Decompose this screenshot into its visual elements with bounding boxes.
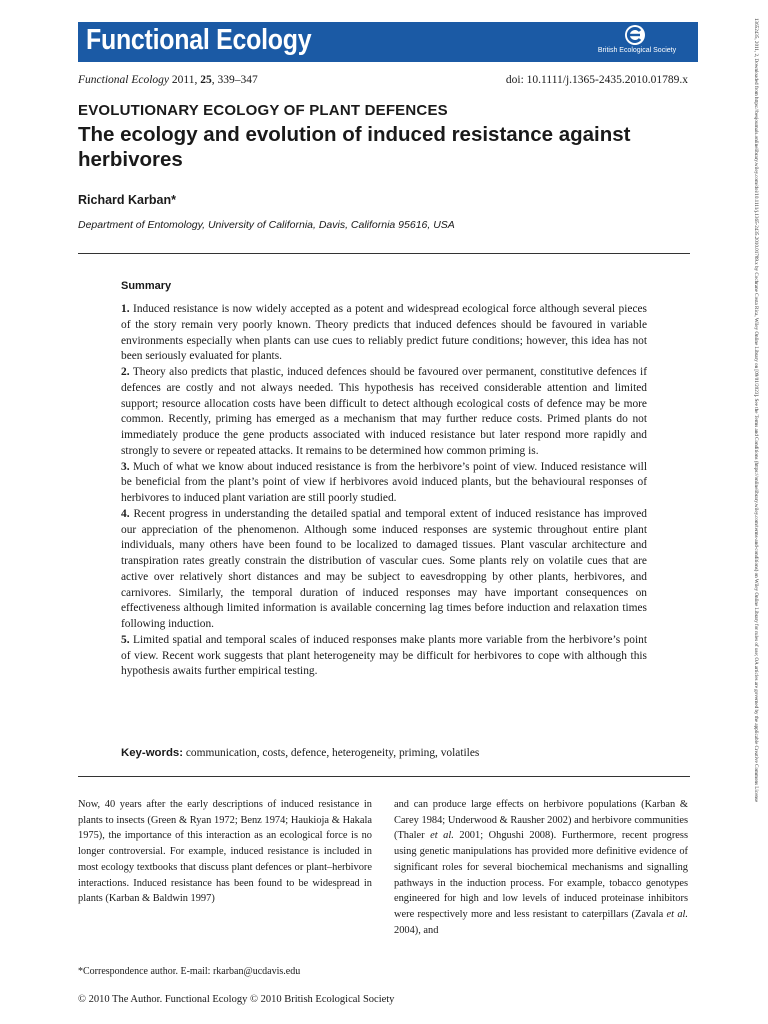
article-title: The ecology and evolution of induced resistance against herbivores <box>78 123 631 171</box>
summary-heading: Summary <box>121 280 172 292</box>
journal-title: Functional Ecology <box>86 24 312 56</box>
download-sidebar <box>747 18 759 1008</box>
keywords-label: Key-words: <box>121 747 184 759</box>
keywords-list: communication, costs, defence, heterogeneity, priming, volatiles <box>183 747 480 759</box>
summary-item: 4. Recent progress in understanding the detailed spatial and temporal extent of induced resistance has improved our appreciation of the phenomenon. Although some induced responses are systemic throughout entire plant individuals, many others have been found to be localized to damaged tissues. Plant vascular architecture and transpiration rates greatly constrain the distribution of vascular cues. Some plants rely on volatile cues that are active over relatively short distances and may be subject to eavesdropping by other plants, herbivores, and carnivores. Similarly, the temporal duration of induced responses may have important consequences on effectiveness although limited information is available concerning lag times before induction and relaxation times following induction. <box>121 507 647 630</box>
section-label: EVOLUTIONARY ECOLOGY OF PLANT DEFENCES <box>78 102 448 119</box>
copyright-line: © 2010 The Author. Functional Ecology © 2010 British Ecological Society <box>78 994 395 1005</box>
summary-body <box>121 302 647 680</box>
body-paragraph: Now, 40 years after the early descriptions of induced resistance in plants to insects (Green & Ryan 1972; Benz 1974; Haukioja & Hakala 1975), the importance of this interaction as an ecological force is no longer controversial. For example, induced resistance is included in most ecology textbooks that discuss plant defences or plant–herbivore interactions. Induced resistance has been found to be widespread in plants (Karban & Baldwin 1997) <box>78 799 372 905</box>
society-logo <box>582 24 692 60</box>
bes-logo-icon <box>620 24 650 46</box>
summary-item: 5. Limited spatial and temporal scales of induced responses make plants more variable from the herbivore’s point of view. Recent work suggests that plant heterogeneity may be difficult for herbivores to cope with although this hypothesis awaits further empirical testing. <box>121 633 647 678</box>
author-name: Richard Karban* <box>78 193 176 207</box>
body-paragraph: and can produce large effects on herbivore populations (Karban & Carey 1984; Underwood & Rausher 2002) and herbivore communities (Thaler et al. 2001; Ohgushi 2008). Furthermore, recent progress using genetic manipulations has provided more definitive evidence of significant roles for several biochemical mechanisms and signalling pathways in the induction process. For example, tobacco genotypes engineered for high and low levels of induced proteinase inhibitors were respectively more and less resistant to caterpillars (Zavala et al. 2004), and <box>394 799 688 936</box>
body-column-right <box>394 797 688 938</box>
correspondence-footnote: *Correspondence author. E-mail: rkarban@ucdavis.edu <box>78 966 301 977</box>
journal-banner <box>78 22 698 62</box>
summary-item: 2. Theory also predicts that plastic, induced defences should be favoured over permanent, constitutive defences if defences are costly and not always needed. This hypothesis has received considerable attention and limited support; resource allocation costs have been difficult to detect although ecological costs of defence may be more common. Recently, priming has emerged as a mechanism that may further reduce costs. Primed plants do not immediately produce the gene products associated with induced resistance but later respond more rapidly and strongly to severe or repeated attacks. It remains to be determined how common priming is. <box>121 366 647 457</box>
summary-item: 1. Induced resistance is now widely accepted as a potent and widespread ecological force although several pieces of the story remain very poorly known. Theory predicts that induced defences should be favoured in variable environments especially when plants can use cues to reliably predict future conditions; however, this idea has not been seriously evaluated for plants. <box>121 303 647 363</box>
citation: Functional Ecology 2011, 25, 339–347 <box>78 74 258 86</box>
society-name: British Ecological Society <box>597 47 677 54</box>
divider <box>78 776 690 777</box>
keywords <box>121 747 647 759</box>
divider <box>78 253 690 254</box>
download-notice: 13652435, 2011, 2, Downloaded from https://besjournals.onlinelibrary.wiley.com/doi/10.1111/j.1365-2435.2010.01789.x by Cochrane Costa Rica, Wiley Online Library on [09/01/2023]. See the Terms and Conditions (https://onlinelibrary.wiley.com/terms-and-conditions) on Wiley Online Library for rules of use; OA articles are governed by the applicable Creative Commons License <box>753 18 759 803</box>
affiliation: Department of Entomology, University of California, Davis, California 95616, USA <box>78 219 455 231</box>
doi-link[interactable]: doi: 10.1111/j.1365-2435.2010.01789.x <box>505 74 688 86</box>
body-column-left <box>78 797 372 907</box>
summary-item: 3. Much of what we know about induced resistance is from the herbivore’s point of view. Induced resistance will be beneficial from the plant’s point of view if herbivores avoid induced plants, but the behavioural responses of herbivores to induced plant variation are still poorly studied. <box>121 460 647 504</box>
